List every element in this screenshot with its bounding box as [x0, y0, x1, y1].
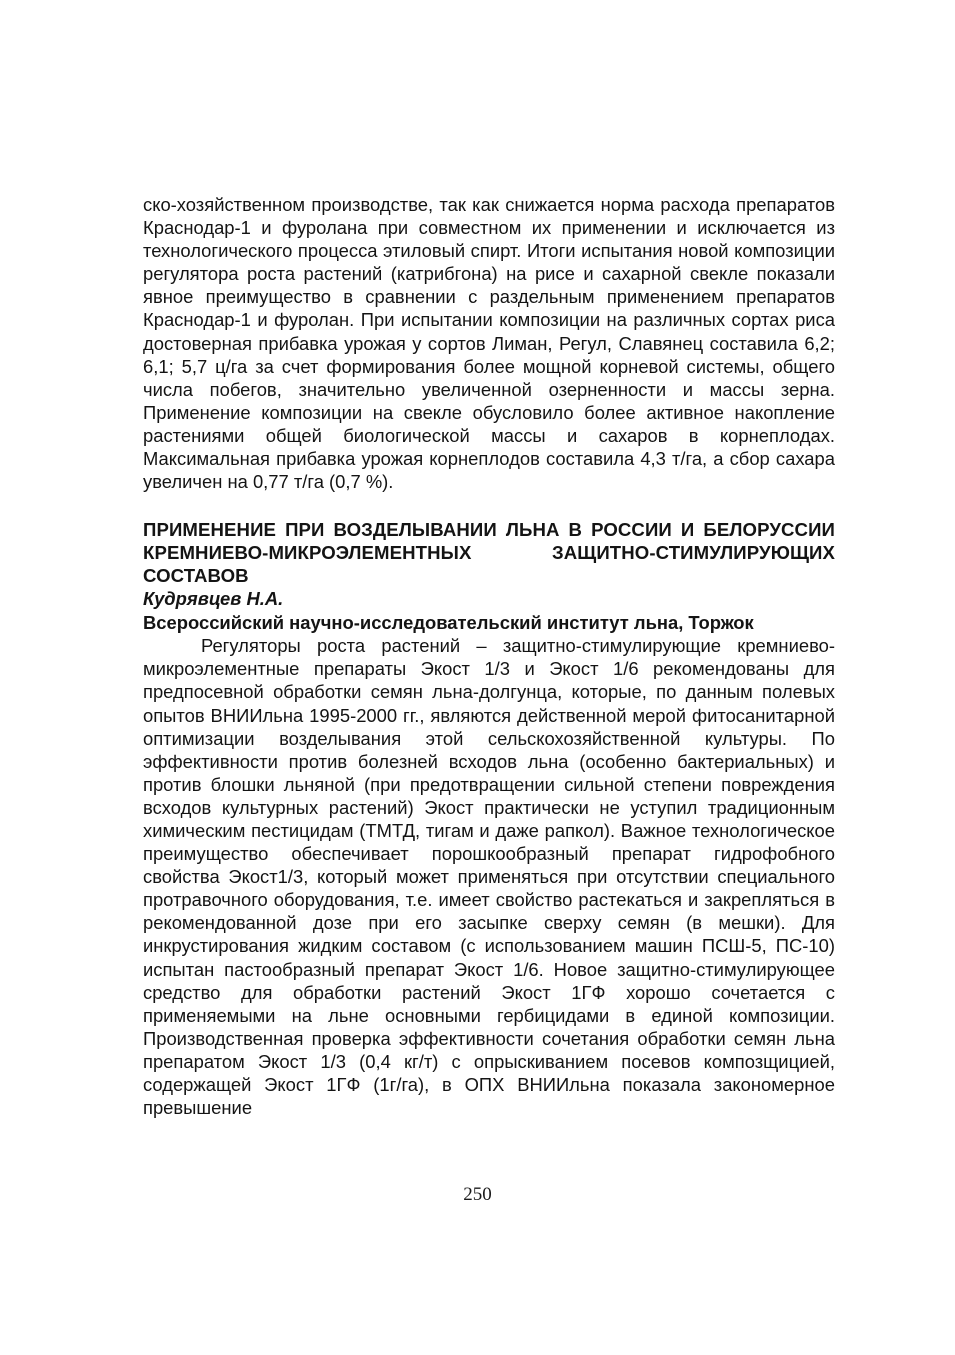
page-content: [143, 193, 835, 1119]
article-title: ПРИМЕНЕНИЕ ПРИ ВОЗДЕЛЫВАНИИ ЛЬНА В РОССИИ И БЕЛОРУССИИ КРЕМНИЕВО-МИКРОЭЛЕМЕНТНЫХ ЗАЩИТНО-СТИМУЛИРУЮЩИХ СОСТАВОВ: [143, 519, 835, 587]
article-body: Регуляторы роста растений – защитно-стимулирующие кремниево-микроэлементные препараты Экост 1/3 и Экост 1/6 рекомендованы для предпосевной обработки семян льна-долгунца, которые, по данным полевых опытов ВНИИльна 1995-2000 гг., являются действенной мерой фитосанитарной оптимизации возделывания этой сельскохозяйственной культуры. По эффективности против болезней всходов льна (особенно бактериальных) и против блошки льняной (при предотвращении сильной степени повреждения всходов культурных растений) Экост практически не уступил традиционным химическим пестицидам (ТМТД, тигам и даже рапкол). Важное технологическое преимущество обеспечивает порошкообразный препарат гидрофобного свойства Экост1/3, который может применяться при отсутствии специального протравочного оборудования, т.е. имеет свойство растекаться и закрепляться в рекомендованной дозе при его засыпке сверху семян (в мешки). Для инкрустирования жидким составом (с использованием машин ПСШ-5, ПС-10) испытан пастообразный препарат Экост 1/6. Новое защитно-стимулирующее средство для обработки растений Экост 1ГФ хорошо сочетается с применяемыми на льне основными гербицидами в единой композиции. Производственная проверка эффективности сочетания обработки семян льна препаратом Экост 1/3 (0,4 кг/т) с опрыскиванием посевов композщицией, содержащей Экост 1ГФ (1г/га), в ОПХ ВНИИльна показала закономерное превышение: [143, 635, 835, 1119]
article-institution: Всероссийский научно-исследовательский институт льна, Торжок: [143, 612, 754, 634]
page-number: 250: [463, 1184, 492, 1205]
article-author: Кудрявцев Н.А.: [143, 588, 284, 610]
intro-paragraph: ско-хозяйственном производстве, так как снижается норма расхода препаратов Краснодар-1 и фуролана при совместном их применении и исключается из технологического процесса этиловый спирт. Итоги испытания новой композиции регулятора роста растений (катрибгона) на рисе и сахарной свекле показали явное преимущество в сравнении с раздельным применением препаратов Краснодар-1 и фуролан. При испытании композиции на различных сортах риса достоверная прибавка урожая у сортов Лиман, Регул, Славянец составила 6,2; 6,1; 5,7 ц/га за счет формирования более мощной корневой системы, общего числа побегов, значительно увеличенной озерненности и массы зерна. Применение композиции на свекле обусловило более активное накопление растениями общей биологической массы и сахаров в корнеплодах. Максимальная прибавка урожая корнеплодов составила 4,3 т/га, а сбор сахара увеличен на 0,77 т/га (0,7 %).: [143, 194, 835, 493]
